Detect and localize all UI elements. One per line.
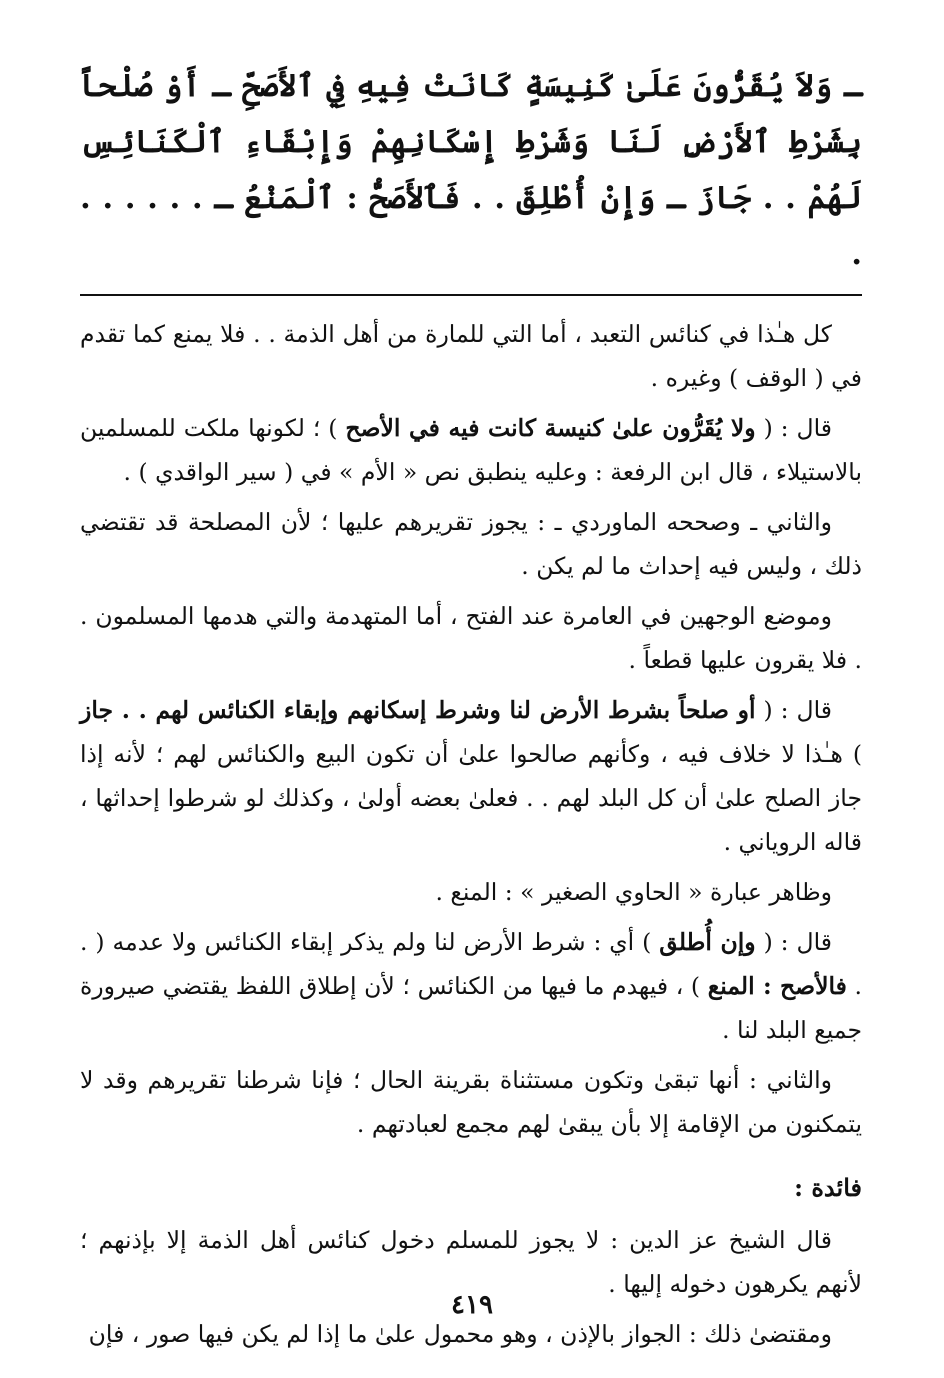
text-segment: ) أي : شرط الأرض لنا ولم يذكر إبقاء الكنائس ولا عدمه ( . . (80, 928, 862, 1000)
paragraph (80, 870, 862, 914)
text-segment: ) ، فيهدم ما فيها من الكنائس ؛ لأن إطلاق اللفظ يقتضي صيرورة جميع البلد لنا . (80, 972, 862, 1044)
book-page (80, 58, 862, 1362)
quoted-matn-segment: ولا يُقَرُّون علىٰ كنيسة كانت فيه في الأصح (345, 414, 756, 442)
page-number: ٤١٩ (451, 1290, 493, 1320)
matn-text: ـ وَلاَ يُقَرُّونَ عَلَىٰ كَنِيسَةٍ كَانَتْ فِيهِ فِي ٱلأَصَحِّ ـ أَوْ صُلْحاً بِشَرْطِ ٱلأَرْضِ لَنَا وَشَرْطِ إِسْكَانِهِمْ وَإِبْقَاءِ ٱلْكَنَائِسِ لَهُمْ . . جَازَ ـ وَإِنْ أُطْلِقَ . . فَٱلأَصَحُّ : ٱلْمَنْعُ ـ . . . . . . . (80, 68, 863, 272)
paragraph (80, 688, 862, 864)
text-segment: ومقتضىٰ ذلك : الجواز بالإذن ، وهو محمول علىٰ ما إذا لم يكن فيها صور ، فإن (88, 1320, 832, 1348)
paragraph (80, 1058, 862, 1146)
quoted-matn-segment: وإن أُطلق (659, 928, 756, 956)
quoted-matn-segment: أو صلحاً بشرط الأرض لنا وشرط إسكانهم وإبقاء الكنائس لهم . . جاز (80, 696, 756, 724)
separator-rule (80, 294, 862, 296)
paragraph (80, 920, 862, 1052)
text-segment: والثاني : أنها تبقىٰ وتكون مستثناة بقرينة الحال ؛ فإنا شرطنا تقريرهم وقد لا يتمكنون من الإقامة إلا بأن يبقىٰ لهم مجمع لعبادتهم . (80, 1066, 862, 1138)
text-segment: قال : ( (755, 928, 832, 956)
quoted-matn-segment: فالأصح : المنع (707, 972, 847, 1000)
text-segment: قال : ( (755, 414, 832, 442)
paragraph (80, 594, 862, 682)
text-segment: وظاهر عبارة « الحاوي الصغير » : المنع . (435, 878, 832, 906)
faida-paragraphs (80, 1218, 862, 1356)
text-segment: والثاني ـ وصححه الماوردي ـ : يجوز تقريرهم عليها ؛ لأن المصلحة قد تقتضي ذلك ، وليس فيه إحداث ما لم يكن . (80, 508, 862, 580)
paragraph (80, 406, 862, 494)
faida-heading: فائدة : (794, 1173, 862, 1202)
text-segment: قال : ( (755, 696, 833, 724)
commentary-paragraphs (80, 312, 862, 1146)
paragraph (80, 312, 862, 400)
commentary (80, 312, 862, 1356)
text-segment: ) هـٰذا لا خلاف فيه ، وكأنهم صالحوا علىٰ أن تكون البيع والكنائس لهم ؛ لأنه إذا جاز الصلح علىٰ أن كل البلد لهم . . فعلىٰ بعضه أولىٰ ، وكذلك لو شرطوا إحداثها ، قاله الروياني . (80, 740, 862, 856)
text-segment: قال الشيخ عز الدين : لا يجوز للمسلم دخول كنائس أهل الذمة إلا بإذنهم ؛ لأنهم يكرهون دخوله إليها . (80, 1226, 862, 1298)
text-segment: كل هـٰذا في كنائس التعبد ، أما التي للمارة من أهل الذمة . . فلا يمنع كما تقدم في ( الوقف ) وغيره . (80, 320, 862, 392)
text-segment: وموضع الوجهين في العامرة عند الفتح ، أما المتهدمة والتي هدمها المسلمون . . فلا يقرون عليها قطعاً . (80, 602, 862, 674)
text-segment: ) ؛ لكونها ملكت للمسلمين بالاستيلاء ، قال ابن الرفعة : وعليه ينطبق نص « الأم » في ( سير الواقدي ) . (80, 414, 862, 486)
paragraph (80, 500, 862, 588)
